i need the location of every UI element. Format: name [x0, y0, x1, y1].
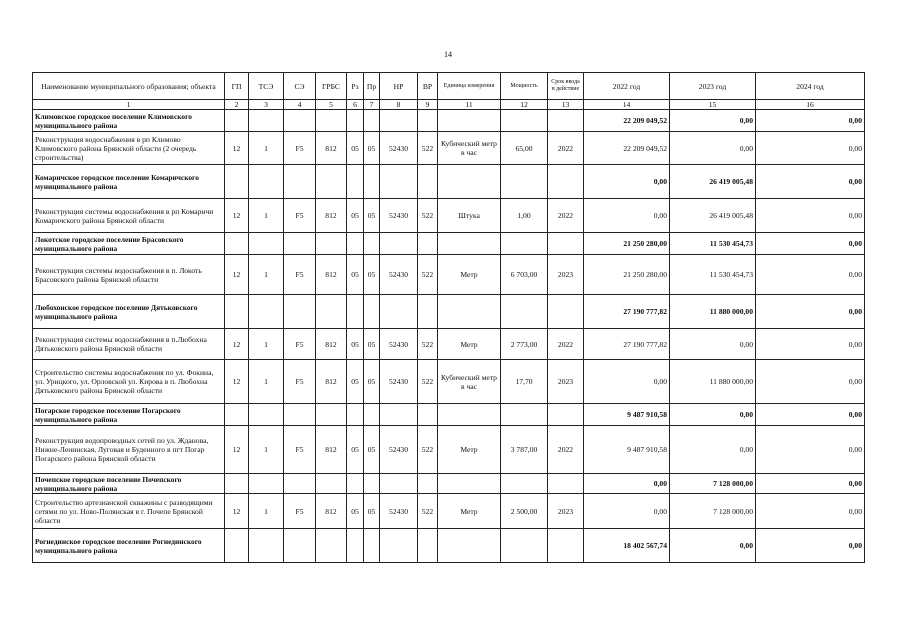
cell-gp: [225, 404, 249, 426]
cell-grbs: [316, 110, 347, 132]
cell-nr: 52430: [380, 494, 418, 529]
cell-nr: 52430: [380, 360, 418, 404]
cell-grbs: 812: [316, 329, 347, 360]
cell-term: 2022: [548, 132, 584, 165]
cell-tse: 1: [249, 360, 284, 404]
col-header-tse: ТСЭ: [249, 73, 284, 100]
cell-y2024: 0,00: [756, 199, 865, 233]
cell-y2022: 21 250 280,00: [584, 233, 670, 255]
cell-y2023: 0,00: [670, 132, 756, 165]
group-row: [33, 233, 865, 255]
col-header-unit: Единица измерения: [438, 73, 501, 100]
cell-y2022: 18 402 567,74: [584, 529, 670, 563]
cell-vr: [418, 529, 438, 563]
cell-term: 2022: [548, 329, 584, 360]
cell-y2023: 11 530 454,73: [670, 233, 756, 255]
cell-nr: [380, 404, 418, 426]
cell-nr: [380, 295, 418, 329]
cell-unit: [438, 404, 501, 426]
cell-y2024: 0,00: [756, 255, 865, 295]
cell-nr: [380, 165, 418, 199]
column-index-cell: 11: [438, 100, 501, 110]
cell-term: 2022: [548, 426, 584, 474]
cell-gp: [225, 165, 249, 199]
cell-vr: 522: [418, 255, 438, 295]
cell-capacity: [501, 529, 548, 563]
col-header-gp: ГП: [225, 73, 249, 100]
column-index-cell: 13: [548, 100, 584, 110]
cell-unit: [438, 529, 501, 563]
cell-unit: Штука: [438, 199, 501, 233]
cell-y2024: 0,00: [756, 165, 865, 199]
cell-unit: [438, 233, 501, 255]
col-header-rz: Рз: [347, 73, 364, 100]
cell-nr: 52430: [380, 132, 418, 165]
cell-unit: [438, 474, 501, 494]
cell-capacity: 2 500,00: [501, 494, 548, 529]
cell-gp: 12: [225, 132, 249, 165]
cell-name: Реконструкция системы водоснабжения в п.Любохна Дятьковского района Брянской области: [33, 329, 225, 360]
cell-pr: [364, 233, 380, 255]
cell-pr: 05: [364, 199, 380, 233]
cell-y2022: 0,00: [584, 494, 670, 529]
cell-rz: 05: [347, 494, 364, 529]
cell-capacity: 2 773,00: [501, 329, 548, 360]
item-row: [33, 494, 865, 529]
cell-tse: 1: [249, 329, 284, 360]
cell-y2022: 9 487 910,58: [584, 426, 670, 474]
cell-grbs: 812: [316, 255, 347, 295]
cell-term: 2023: [548, 255, 584, 295]
cell-grbs: [316, 295, 347, 329]
cell-se: [284, 474, 316, 494]
cell-vr: 522: [418, 199, 438, 233]
cell-y2024: 0,00: [756, 233, 865, 255]
cell-y2022: 27 190 777,82: [584, 295, 670, 329]
cell-se: F5: [284, 426, 316, 474]
cell-y2022: 22 209 049,52: [584, 110, 670, 132]
cell-se: [284, 295, 316, 329]
cell-name: Рогнединское городское поселение Рогнединского муниципального района: [33, 529, 225, 563]
cell-se: [284, 404, 316, 426]
cell-grbs: 812: [316, 132, 347, 165]
cell-y2024: 0,00: [756, 132, 865, 165]
cell-tse: [249, 295, 284, 329]
col-header-2024: 2024 год: [756, 73, 865, 100]
cell-pr: [364, 474, 380, 494]
cell-y2022: 27 190 777,82: [584, 329, 670, 360]
cell-tse: [249, 165, 284, 199]
cell-y2022: 9 487 910,58: [584, 404, 670, 426]
cell-term: [548, 474, 584, 494]
cell-nr: [380, 110, 418, 132]
cell-y2024: 0,00: [756, 295, 865, 329]
cell-se: [284, 233, 316, 255]
cell-name: Погарское городское поселение Погарского муниципального района: [33, 404, 225, 426]
cell-tse: 1: [249, 494, 284, 529]
column-index-cell: 3: [249, 100, 284, 110]
cell-term: [548, 529, 584, 563]
cell-rz: 05: [347, 255, 364, 295]
cell-capacity: 1,00: [501, 199, 548, 233]
column-index-cell: 1: [33, 100, 225, 110]
col-header-vr: ВР: [418, 73, 438, 100]
cell-y2023: 0,00: [670, 404, 756, 426]
cell-nr: 52430: [380, 255, 418, 295]
cell-se: F5: [284, 199, 316, 233]
cell-vr: 522: [418, 132, 438, 165]
cell-y2023: 7 128 000,00: [670, 494, 756, 529]
cell-name: Почепское городское поселение Почепского муниципального района: [33, 474, 225, 494]
column-index-cell: 7: [364, 100, 380, 110]
cell-tse: 1: [249, 426, 284, 474]
cell-vr: [418, 165, 438, 199]
cell-unit: Метр: [438, 494, 501, 529]
cell-tse: 1: [249, 132, 284, 165]
group-row: [33, 474, 865, 494]
cell-term: 2023: [548, 360, 584, 404]
column-index-cell: 12: [501, 100, 548, 110]
cell-capacity: 65,00: [501, 132, 548, 165]
cell-tse: [249, 404, 284, 426]
cell-se: F5: [284, 494, 316, 529]
col-header-capacity: Мощность: [501, 73, 548, 100]
cell-unit: Метр: [438, 255, 501, 295]
item-row: [33, 199, 865, 233]
cell-se: F5: [284, 255, 316, 295]
cell-vr: 522: [418, 494, 438, 529]
cell-pr: [364, 529, 380, 563]
cell-y2023: 11 880 000,00: [670, 360, 756, 404]
cell-y2023: 0,00: [670, 110, 756, 132]
cell-vr: [418, 295, 438, 329]
group-row: [33, 295, 865, 329]
cell-y2023: 0,00: [670, 529, 756, 563]
cell-nr: [380, 233, 418, 255]
group-row: [33, 110, 865, 132]
col-header-grbs: ГРБС: [316, 73, 347, 100]
cell-unit: [438, 110, 501, 132]
cell-rz: 05: [347, 132, 364, 165]
cell-gp: [225, 233, 249, 255]
col-header-se: СЭ: [284, 73, 316, 100]
cell-grbs: 812: [316, 360, 347, 404]
item-row: [33, 255, 865, 295]
cell-y2022: 0,00: [584, 199, 670, 233]
cell-rz: [347, 165, 364, 199]
cell-nr: [380, 474, 418, 494]
cell-name: Климовское городское поселение Климовского муниципального района: [33, 110, 225, 132]
cell-y2024: 0,00: [756, 529, 865, 563]
cell-nr: [380, 529, 418, 563]
col-header-2022: 2022 год: [584, 73, 670, 100]
cell-gp: [225, 474, 249, 494]
cell-rz: 05: [347, 360, 364, 404]
cell-y2022: 0,00: [584, 165, 670, 199]
column-index-cell: 9: [418, 100, 438, 110]
column-index-cell: 4: [284, 100, 316, 110]
cell-y2024: 0,00: [756, 360, 865, 404]
cell-y2024: 0,00: [756, 329, 865, 360]
cell-y2022: 0,00: [584, 360, 670, 404]
cell-pr: 05: [364, 132, 380, 165]
cell-se: [284, 165, 316, 199]
cell-rz: [347, 404, 364, 426]
cell-pr: [364, 110, 380, 132]
cell-name: Комаричское городское поселение Комаричского муниципального района: [33, 165, 225, 199]
cell-vr: [418, 233, 438, 255]
page-number: 14: [444, 50, 452, 59]
cell-nr: 52430: [380, 199, 418, 233]
cell-tse: [249, 233, 284, 255]
cell-vr: 522: [418, 426, 438, 474]
cell-y2024: 0,00: [756, 110, 865, 132]
cell-term: 2022: [548, 199, 584, 233]
cell-name: Локотское городское поселение Брасовского муниципального района: [33, 233, 225, 255]
cell-y2024: 0,00: [756, 474, 865, 494]
cell-pr: 05: [364, 255, 380, 295]
cell-gp: 12: [225, 329, 249, 360]
cell-pr: 05: [364, 360, 380, 404]
cell-unit: [438, 295, 501, 329]
cell-gp: [225, 529, 249, 563]
cell-se: F5: [284, 360, 316, 404]
col-header-2023: 2023 год: [670, 73, 756, 100]
cell-se: F5: [284, 329, 316, 360]
cell-tse: [249, 110, 284, 132]
cell-y2023: 11 880 000,00: [670, 295, 756, 329]
item-row: [33, 426, 865, 474]
cell-unit: [438, 165, 501, 199]
cell-rz: [347, 529, 364, 563]
col-header-term: Срок ввода в действие: [548, 73, 584, 100]
cell-se: F5: [284, 132, 316, 165]
cell-pr: 05: [364, 329, 380, 360]
column-index-cell: 6: [347, 100, 364, 110]
cell-name: Реконструкция водопроводных сетей по ул. Жданова, Нижне-Ленинская, Луговая и Буденного в пгт Погар Погарского района Брянской области: [33, 426, 225, 474]
cell-tse: [249, 474, 284, 494]
cell-capacity: [501, 110, 548, 132]
cell-y2023: 26 419 005,48: [670, 165, 756, 199]
cell-name: Реконструкция системы водоснабжения в рп Комаричи Комаричского района Брянской области: [33, 199, 225, 233]
cell-y2024: 0,00: [756, 426, 865, 474]
cell-y2024: 0,00: [756, 494, 865, 529]
group-row: [33, 165, 865, 199]
cell-rz: 05: [347, 329, 364, 360]
cell-se: [284, 529, 316, 563]
cell-capacity: 6 703,00: [501, 255, 548, 295]
cell-vr: [418, 474, 438, 494]
cell-y2023: 26 419 005,48: [670, 199, 756, 233]
cell-capacity: [501, 404, 548, 426]
cell-tse: 1: [249, 199, 284, 233]
cell-rz: 05: [347, 426, 364, 474]
cell-vr: 522: [418, 329, 438, 360]
cell-pr: [364, 165, 380, 199]
cell-capacity: [501, 474, 548, 494]
cell-term: [548, 404, 584, 426]
cell-gp: [225, 295, 249, 329]
cell-rz: [347, 474, 364, 494]
column-index-cell: 2: [225, 100, 249, 110]
cell-unit: Метр: [438, 426, 501, 474]
budget-table: [32, 72, 865, 563]
cell-gp: 12: [225, 426, 249, 474]
group-row: [33, 404, 865, 426]
cell-name: Реконструкция системы водоснабжения в п. Локоть Брасовского района Брянской области: [33, 255, 225, 295]
cell-unit: Кубический метр в час: [438, 132, 501, 165]
cell-pr: 05: [364, 494, 380, 529]
header-row: [33, 73, 865, 100]
cell-y2024: 0,00: [756, 404, 865, 426]
item-row: [33, 329, 865, 360]
cell-grbs: [316, 404, 347, 426]
cell-name: Строительство системы водоснабжения по ул. Фокина, ул. Урицкого, ул. Орловской ул. Кирова в п. Любохна Дятьковского района Брянской области: [33, 360, 225, 404]
cell-grbs: [316, 165, 347, 199]
cell-pr: [364, 404, 380, 426]
group-row: [33, 529, 865, 563]
cell-y2023: 0,00: [670, 426, 756, 474]
column-index-cell: 15: [670, 100, 756, 110]
cell-grbs: [316, 474, 347, 494]
cell-term: [548, 110, 584, 132]
cell-gp: [225, 110, 249, 132]
cell-y2022: 21 250 280,00: [584, 255, 670, 295]
column-index-cell: 14: [584, 100, 670, 110]
cell-y2023: 7 128 000,00: [670, 474, 756, 494]
cell-grbs: 812: [316, 426, 347, 474]
col-header-nr: НР: [380, 73, 418, 100]
cell-vr: [418, 404, 438, 426]
col-header-pr: Пр: [364, 73, 380, 100]
cell-rz: [347, 295, 364, 329]
cell-unit: Кубический метр в час: [438, 360, 501, 404]
cell-unit: Метр: [438, 329, 501, 360]
cell-nr: 52430: [380, 329, 418, 360]
cell-gp: 12: [225, 199, 249, 233]
cell-grbs: [316, 233, 347, 255]
cell-vr: 522: [418, 360, 438, 404]
cell-rz: [347, 110, 364, 132]
cell-term: [548, 295, 584, 329]
cell-gp: 12: [225, 494, 249, 529]
cell-capacity: [501, 233, 548, 255]
cell-vr: [418, 110, 438, 132]
cell-y2023: 0,00: [670, 329, 756, 360]
cell-grbs: [316, 529, 347, 563]
cell-y2022: 0,00: [584, 474, 670, 494]
cell-se: [284, 110, 316, 132]
cell-term: 2023: [548, 494, 584, 529]
cell-nr: 52430: [380, 426, 418, 474]
cell-gp: 12: [225, 255, 249, 295]
col-header-name: Наименование муниципального образования; объекта: [33, 73, 225, 100]
cell-term: [548, 233, 584, 255]
cell-rz: 05: [347, 199, 364, 233]
column-index-cell: 5: [316, 100, 347, 110]
cell-gp: 12: [225, 360, 249, 404]
item-row: [33, 360, 865, 404]
item-row: [33, 132, 865, 165]
cell-grbs: 812: [316, 199, 347, 233]
column-index-cell: 16: [756, 100, 865, 110]
cell-capacity: 3 787,00: [501, 426, 548, 474]
cell-capacity: [501, 295, 548, 329]
cell-tse: [249, 529, 284, 563]
cell-grbs: 812: [316, 494, 347, 529]
cell-pr: [364, 295, 380, 329]
cell-capacity: 17,70: [501, 360, 548, 404]
cell-capacity: [501, 165, 548, 199]
cell-tse: 1: [249, 255, 284, 295]
cell-name: Любохонское городское поселение Дятьковского муниципального района: [33, 295, 225, 329]
cell-y2022: 22 209 049,52: [584, 132, 670, 165]
column-index-row: [33, 100, 865, 110]
cell-name: Реконструкция водоснабжения в рп Климово Климовского района Брянской области (2 очередь строительства): [33, 132, 225, 165]
cell-y2023: 11 530 454,73: [670, 255, 756, 295]
cell-rz: [347, 233, 364, 255]
cell-name: Строительство артезианской скважины с разводящими сетями по ул. Ново-Полянская в г. Почепе Брянской области: [33, 494, 225, 529]
cell-pr: 05: [364, 426, 380, 474]
column-index-cell: 8: [380, 100, 418, 110]
cell-term: [548, 165, 584, 199]
